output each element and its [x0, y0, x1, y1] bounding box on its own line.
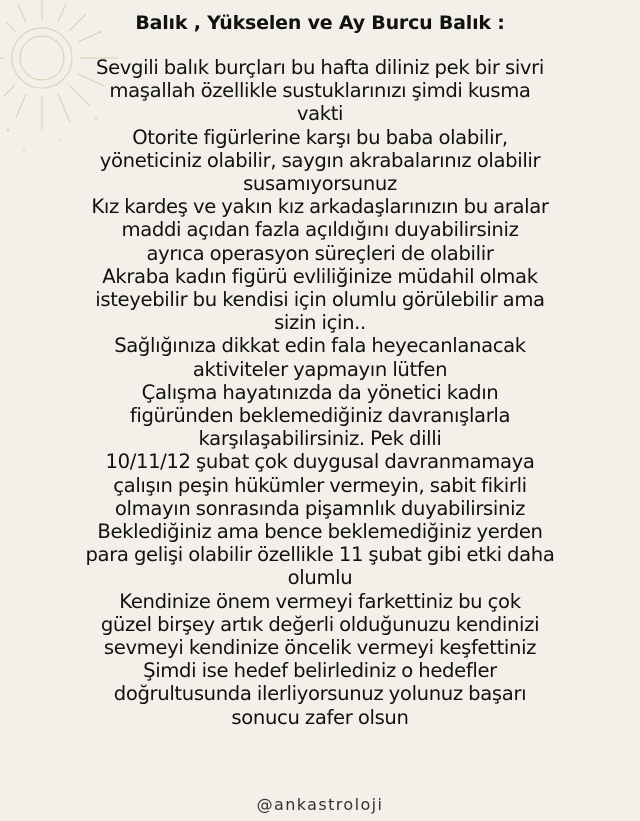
- body-line: yöneticiniz olabilir, saygın akrabalarınız olabilir: [99, 148, 541, 172]
- body-line: Kız kardeş ve yakın kız arkadaşlarınızın bu aralar: [91, 195, 549, 219]
- body-line: Çalışma hayatınızda da yönetici kadın: [141, 380, 499, 404]
- body-line: Akraba kadın figürü evliliğinize müdahil olmak: [102, 264, 538, 288]
- body-line: maşallah özellikle sustuklarınızı şimdi kusma: [109, 79, 531, 103]
- body-line: 10/11/12 şubat çok duygusal davranmamaya: [105, 450, 535, 474]
- author-handle: @ankastroloji: [256, 795, 384, 814]
- body-line: Şimdi ise hedef belirlediniz o hedefler: [143, 659, 497, 683]
- body-line: olmayın sonrasında pişamnlık duyabilirsiniz: [114, 496, 526, 520]
- body-line: karşılaşabilirsiniz. Pek dilli: [198, 427, 442, 451]
- body-line: maddi açıdan fazla açıldığını duyabilirsiniz: [121, 218, 519, 242]
- body-line: Beklediğiniz ama bence beklemediğiniz yerden: [97, 520, 543, 544]
- body-line: olumlu: [287, 566, 353, 590]
- body-line: Sağlığınıza dikkat edin fala heyecanlanacak: [114, 334, 526, 358]
- body-line: çalışın peşin hükümler vermeyin, sabit fikirli: [113, 473, 527, 497]
- body-line: sizin için..: [274, 311, 366, 335]
- body-line: aktiviteler yapmayın lütfen: [192, 357, 448, 381]
- body-line: figüründen beklemediğiniz davranışlarla: [129, 404, 511, 428]
- body-line: vakti: [296, 102, 344, 126]
- body-line: doğrultusunda ilerliyorsunuz yolunuz başarı: [113, 682, 527, 706]
- post-body: [6, 56, 634, 729]
- post-title: Balık , Yükselen ve Ay Burcu Balık :: [135, 12, 505, 34]
- body-line: Otorite figürlerine karşı bu baba olabilir,: [132, 125, 508, 149]
- body-line: sonucu zafer olsun: [231, 705, 409, 729]
- body-line: güzel birşey artık değerli olduğunuzu kendinizi: [100, 612, 540, 636]
- body-line: susamıyorsunuz: [243, 172, 397, 196]
- body-line: Kendinize önem vermeyi farkettiniz bu çok: [119, 589, 521, 613]
- body-line: ayrıca operasyon süreçleri de olabilir: [146, 241, 494, 265]
- body-line: sevmeyi kendinize öncelik vermeyi keşfettiniz: [103, 636, 537, 660]
- body-line: para gelişi olabilir özellikle 11 şubat gibi etki daha: [85, 543, 555, 567]
- body-line: isteyebilir bu kendisi için olumlu görülebilir ama: [95, 288, 545, 312]
- body-line: Sevgili balık burçları bu hafta diliniz pek bir sivri: [96, 56, 544, 79]
